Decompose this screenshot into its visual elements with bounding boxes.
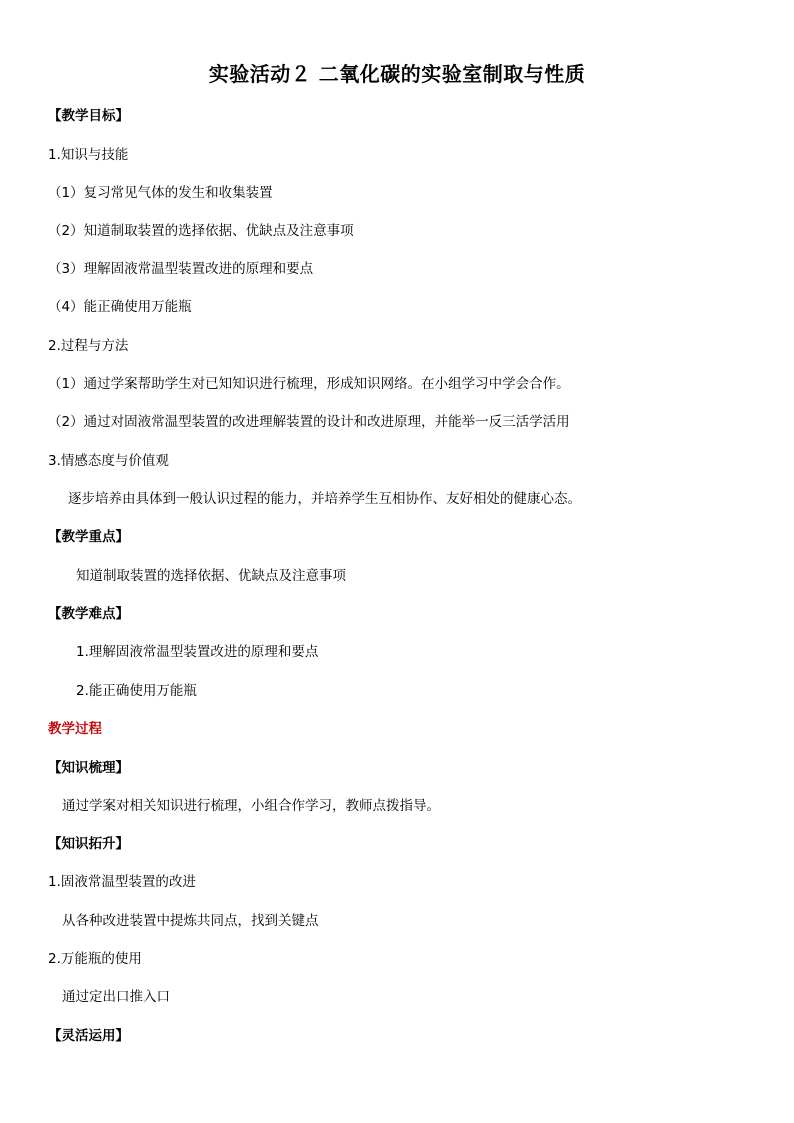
heading-key-points: 【教学重点】	[48, 529, 129, 545]
extension-item: 2.万能瓶的使用	[48, 951, 142, 967]
key-point-text: 知道制取装置的选择依据、优缺点及注意事项	[76, 568, 346, 584]
goal-item: （3）理解固液常温型装置改进的原理和要点	[48, 261, 314, 277]
heading-knowledge-review: 【知识梳理】	[48, 760, 129, 776]
heading-knowledge-extension: 【知识拓升】	[48, 836, 129, 852]
goal-item: （2）知道制取装置的选择依据、优缺点及注意事项	[48, 223, 354, 239]
section-attitude-values: 3.情感态度与价值观	[48, 453, 169, 469]
review-text: 通过学案对相关知识进行梳理，小组合作学习，教师点拨指导。	[62, 798, 440, 814]
goal-item: （4）能正确使用万能瓶	[48, 299, 192, 315]
document-title: 实验活动２ 二氧化碳的实验室制取与性质	[208, 62, 586, 86]
heading-teaching-process: 教学过程	[48, 721, 102, 737]
difficulty-item: 1.理解固液常温型装置改进的原理和要点	[76, 644, 319, 660]
method-item: （2）通过对固液常温型装置的改进理解装置的设计和改进原理，并能举一反三活学活用	[48, 414, 570, 430]
section-knowledge-skills: 1.知识与技能	[48, 147, 129, 163]
goal-item: （1）复习常见气体的发生和收集装置	[48, 185, 273, 201]
difficulty-item: 2.能正确使用万能瓶	[76, 683, 197, 699]
section-process-method: 2.过程与方法	[48, 338, 129, 354]
extension-item: 1.固液常温型装置的改进	[48, 874, 196, 890]
heading-difficulties: 【教学难点】	[48, 606, 129, 622]
heading-flexible-application: 【灵活运用】	[48, 1028, 129, 1044]
heading-teaching-goals: 【教学目标】	[48, 108, 129, 124]
method-item: （1）通过学案帮助学生对已知知识进行梳理，形成知识网络。在小组学习中学会合作。	[48, 376, 570, 392]
extension-text: 从各种改进装置中提炼共同点，找到关键点	[62, 913, 319, 929]
extension-text: 通过定出口推入口	[62, 989, 170, 1005]
attitude-text: 逐步培养由具体到一般认识过程的能力，并培养学生互相协作、友好相处的健康心态。	[68, 491, 581, 507]
